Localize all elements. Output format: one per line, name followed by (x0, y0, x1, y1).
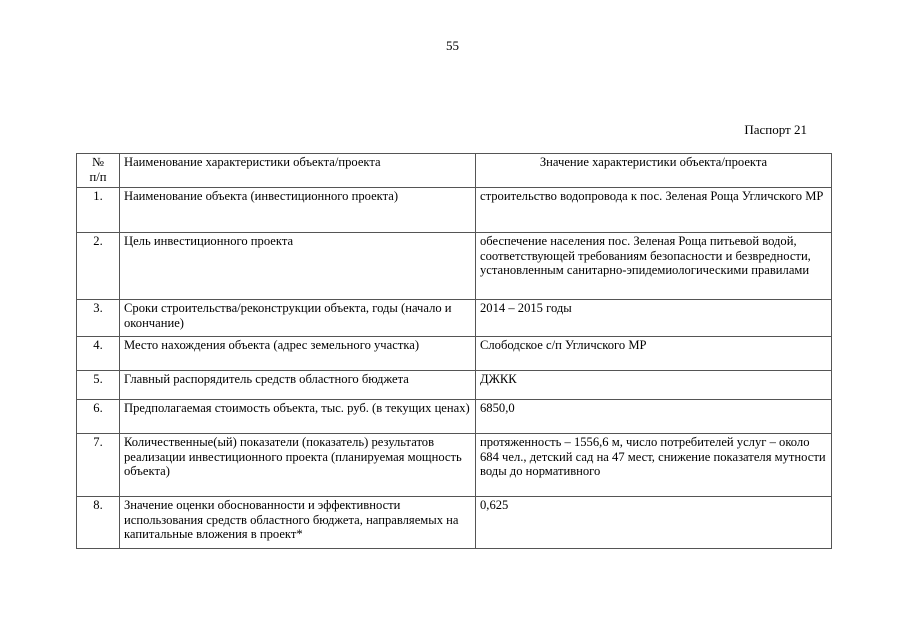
row-characteristic-value: обеспечение населения пос. Зеленая Роща питьевой водой, соответствующей требованиям безопасности и безвредности, установленным санитарно-эпидемиологическими правилами (476, 233, 832, 300)
table-row (77, 188, 832, 233)
table-row (77, 371, 832, 400)
row-characteristic-name: Наименование объекта (инвестиционного проекта) (120, 188, 476, 233)
row-number: 7. (77, 434, 120, 497)
table-row (77, 497, 832, 549)
row-number: 5. (77, 371, 120, 400)
row-characteristic-value: ДЖКК (476, 371, 832, 400)
header-number-line1: № (91, 155, 105, 169)
row-characteristic-name: Главный распорядитель средств областного бюджета (120, 371, 476, 400)
page-number: 55 (446, 38, 459, 53)
table-row (77, 434, 832, 497)
row-characteristic-value: 2014 – 2015 годы (476, 300, 832, 337)
row-characteristic-value: строительство водопровода к пос. Зеленая Роща Угличского МР (476, 188, 832, 233)
row-characteristic-name: Сроки строительства/реконструкции объекта, годы (начало и окончание) (120, 300, 476, 337)
passport-table (76, 153, 832, 549)
row-characteristic-name: Предполагаемая стоимость объекта, тыс. руб. (в текущих ценах) (120, 400, 476, 434)
passport-label: Паспорт 21 (744, 122, 807, 137)
row-characteristic-value: 0,625 (476, 497, 832, 549)
table-row (77, 337, 832, 371)
row-characteristic-name: Цель инвестиционного проекта (120, 233, 476, 300)
header-characteristic-name: Наименование характеристики объекта/проекта (120, 154, 476, 188)
row-number: 1. (77, 188, 120, 233)
row-characteristic-value: 6850,0 (476, 400, 832, 434)
row-characteristic-value: протяженность – 1556,6 м, число потребителей услуг – около 684 чел., детский сад на 47 мест, снижение показателя мутности воды до нормативного (476, 434, 832, 497)
table-row (77, 400, 832, 434)
row-number: 2. (77, 233, 120, 300)
row-characteristic-name: Значение оценки обоснованности и эффективности использования средств областного бюджета, направляемых на капитальные вложения в проект* (120, 497, 476, 549)
header-number-line2: п/п (89, 169, 107, 184)
row-number: 8. (77, 497, 120, 549)
row-number: 6. (77, 400, 120, 434)
table-row (77, 233, 832, 300)
row-number: 3. (77, 300, 120, 337)
row-characteristic-value: Слободское с/п Угличского МР (476, 337, 832, 371)
row-number: 4. (77, 337, 120, 371)
header-characteristic-value: Значение характеристики объекта/проекта (476, 154, 832, 188)
table-row (77, 300, 832, 337)
table-header-row (77, 154, 832, 188)
row-characteristic-name: Место нахождения объекта (адрес земельного участка) (120, 337, 476, 371)
row-characteristic-name: Количественные(ый) показатели (показатель) результатов реализации инвестиционного проекта (планируемая мощность объекта) (120, 434, 476, 497)
header-number (77, 154, 120, 188)
